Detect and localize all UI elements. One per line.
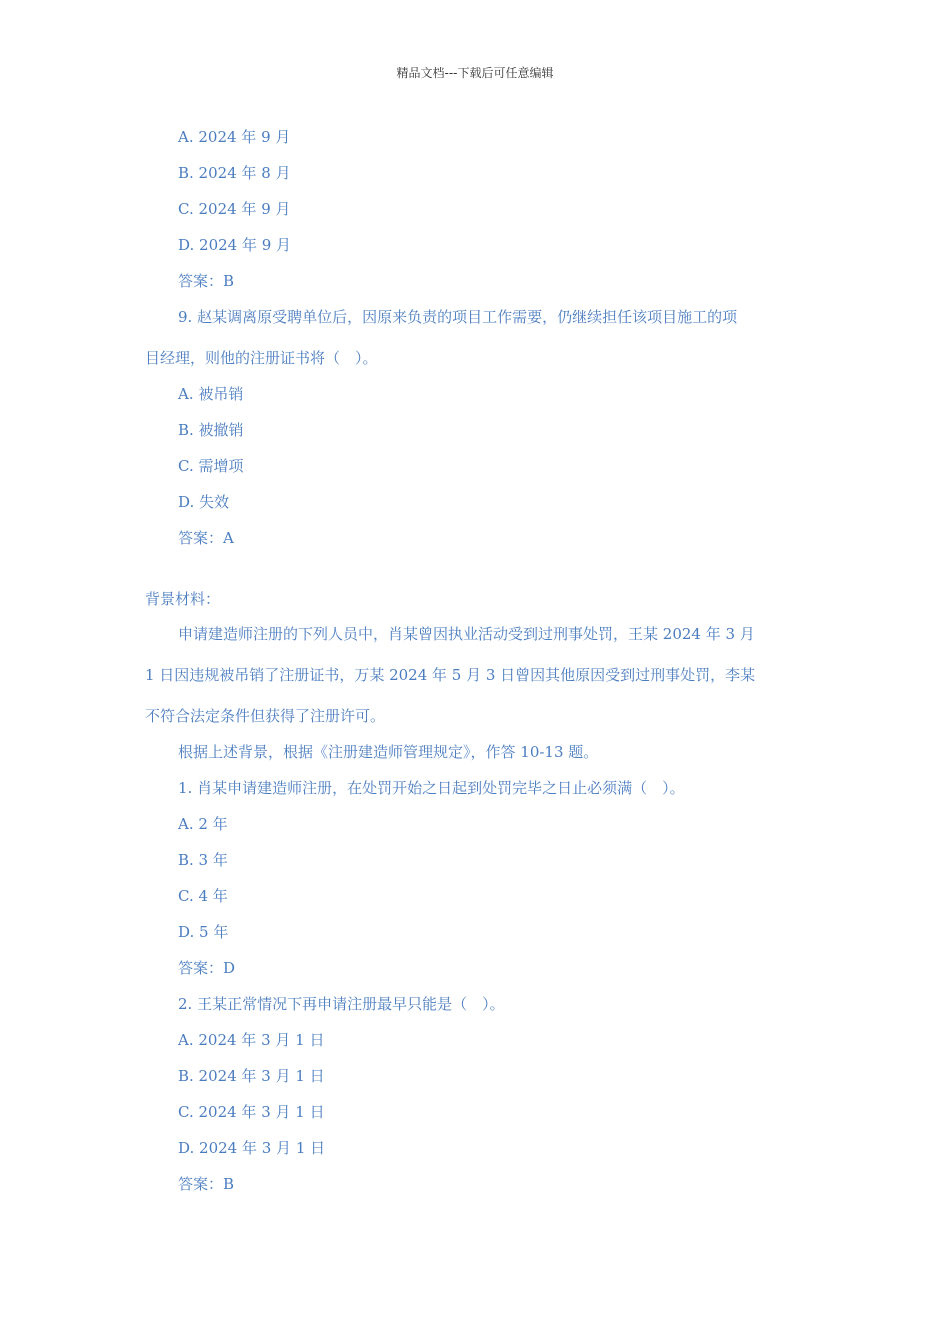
q9-option-a: A. 被吊销 xyxy=(178,385,244,403)
q2-option-b: B. 2024 年 3 月 1 日 xyxy=(178,1067,325,1085)
q9-option-d: D. 失效 xyxy=(178,493,230,511)
q2-question: 2. 王某正常情况下再申请注册最早只能是（ ）。 xyxy=(178,995,505,1013)
q1-option-a: A. 2 年 xyxy=(178,815,228,833)
q9-option-c: C. 需增项 xyxy=(178,457,244,475)
q9-answer: 答案：A xyxy=(178,529,234,547)
q1-option-c: C. 4 年 xyxy=(178,887,228,905)
q8-answer: 答案：B xyxy=(178,272,235,290)
q1-answer: 答案：D xyxy=(178,959,236,977)
q1-question: 1. 肖某申请建造师注册，在处罚开始之日起到处罚完毕之日止必须满（ ）。 xyxy=(178,779,685,797)
q2-option-c: C. 2024 年 3 月 1 日 xyxy=(178,1103,325,1121)
background-instruction: 根据上述背景，根据《注册建造师管理规定》，作答 10-13 题。 xyxy=(178,743,599,761)
q9-question-line1: 9. 赵某调离原受聘单位后，因原来负责的项目工作需要，仍继续担任该项目施工的项 xyxy=(178,308,738,326)
q1-option-b: B. 3 年 xyxy=(178,851,228,869)
q9-question-line2: 目经理，则他的注册证书将（ ）。 xyxy=(145,349,378,367)
q1-option-d: D. 5 年 xyxy=(178,923,229,941)
q2-option-d: D. 2024 年 3 月 1 日 xyxy=(178,1139,326,1157)
background-paragraph-line3: 不符合法定条件但获得了注册许可。 xyxy=(145,707,386,725)
q8-option-d: D. 2024 年 9 月 xyxy=(178,236,292,254)
q8-option-b: B. 2024 年 8 月 xyxy=(178,164,291,182)
q8-option-a: A. 2024 年 9 月 xyxy=(178,128,291,146)
page-header: 精品文档---下载后可任意编辑 xyxy=(396,66,554,80)
q9-option-b: B. 被撤销 xyxy=(178,421,244,439)
background-heading: 背景材料： xyxy=(145,590,221,608)
q8-option-c: C. 2024 年 9 月 xyxy=(178,200,291,218)
background-paragraph-line1: 申请建造师注册的下列人员中，肖某曾因执业活动受到过刑事处罚，王某 2024 年 3 月 xyxy=(178,625,755,643)
background-paragraph-line2: 1 日因违规被吊销了注册证书，万某 2024 年 5 月 3 日曾因其他原因受到过刑事处罚，李某 xyxy=(145,666,756,684)
q2-option-a: A. 2024 年 3 月 1 日 xyxy=(178,1031,325,1049)
q2-answer: 答案：B xyxy=(178,1175,235,1193)
